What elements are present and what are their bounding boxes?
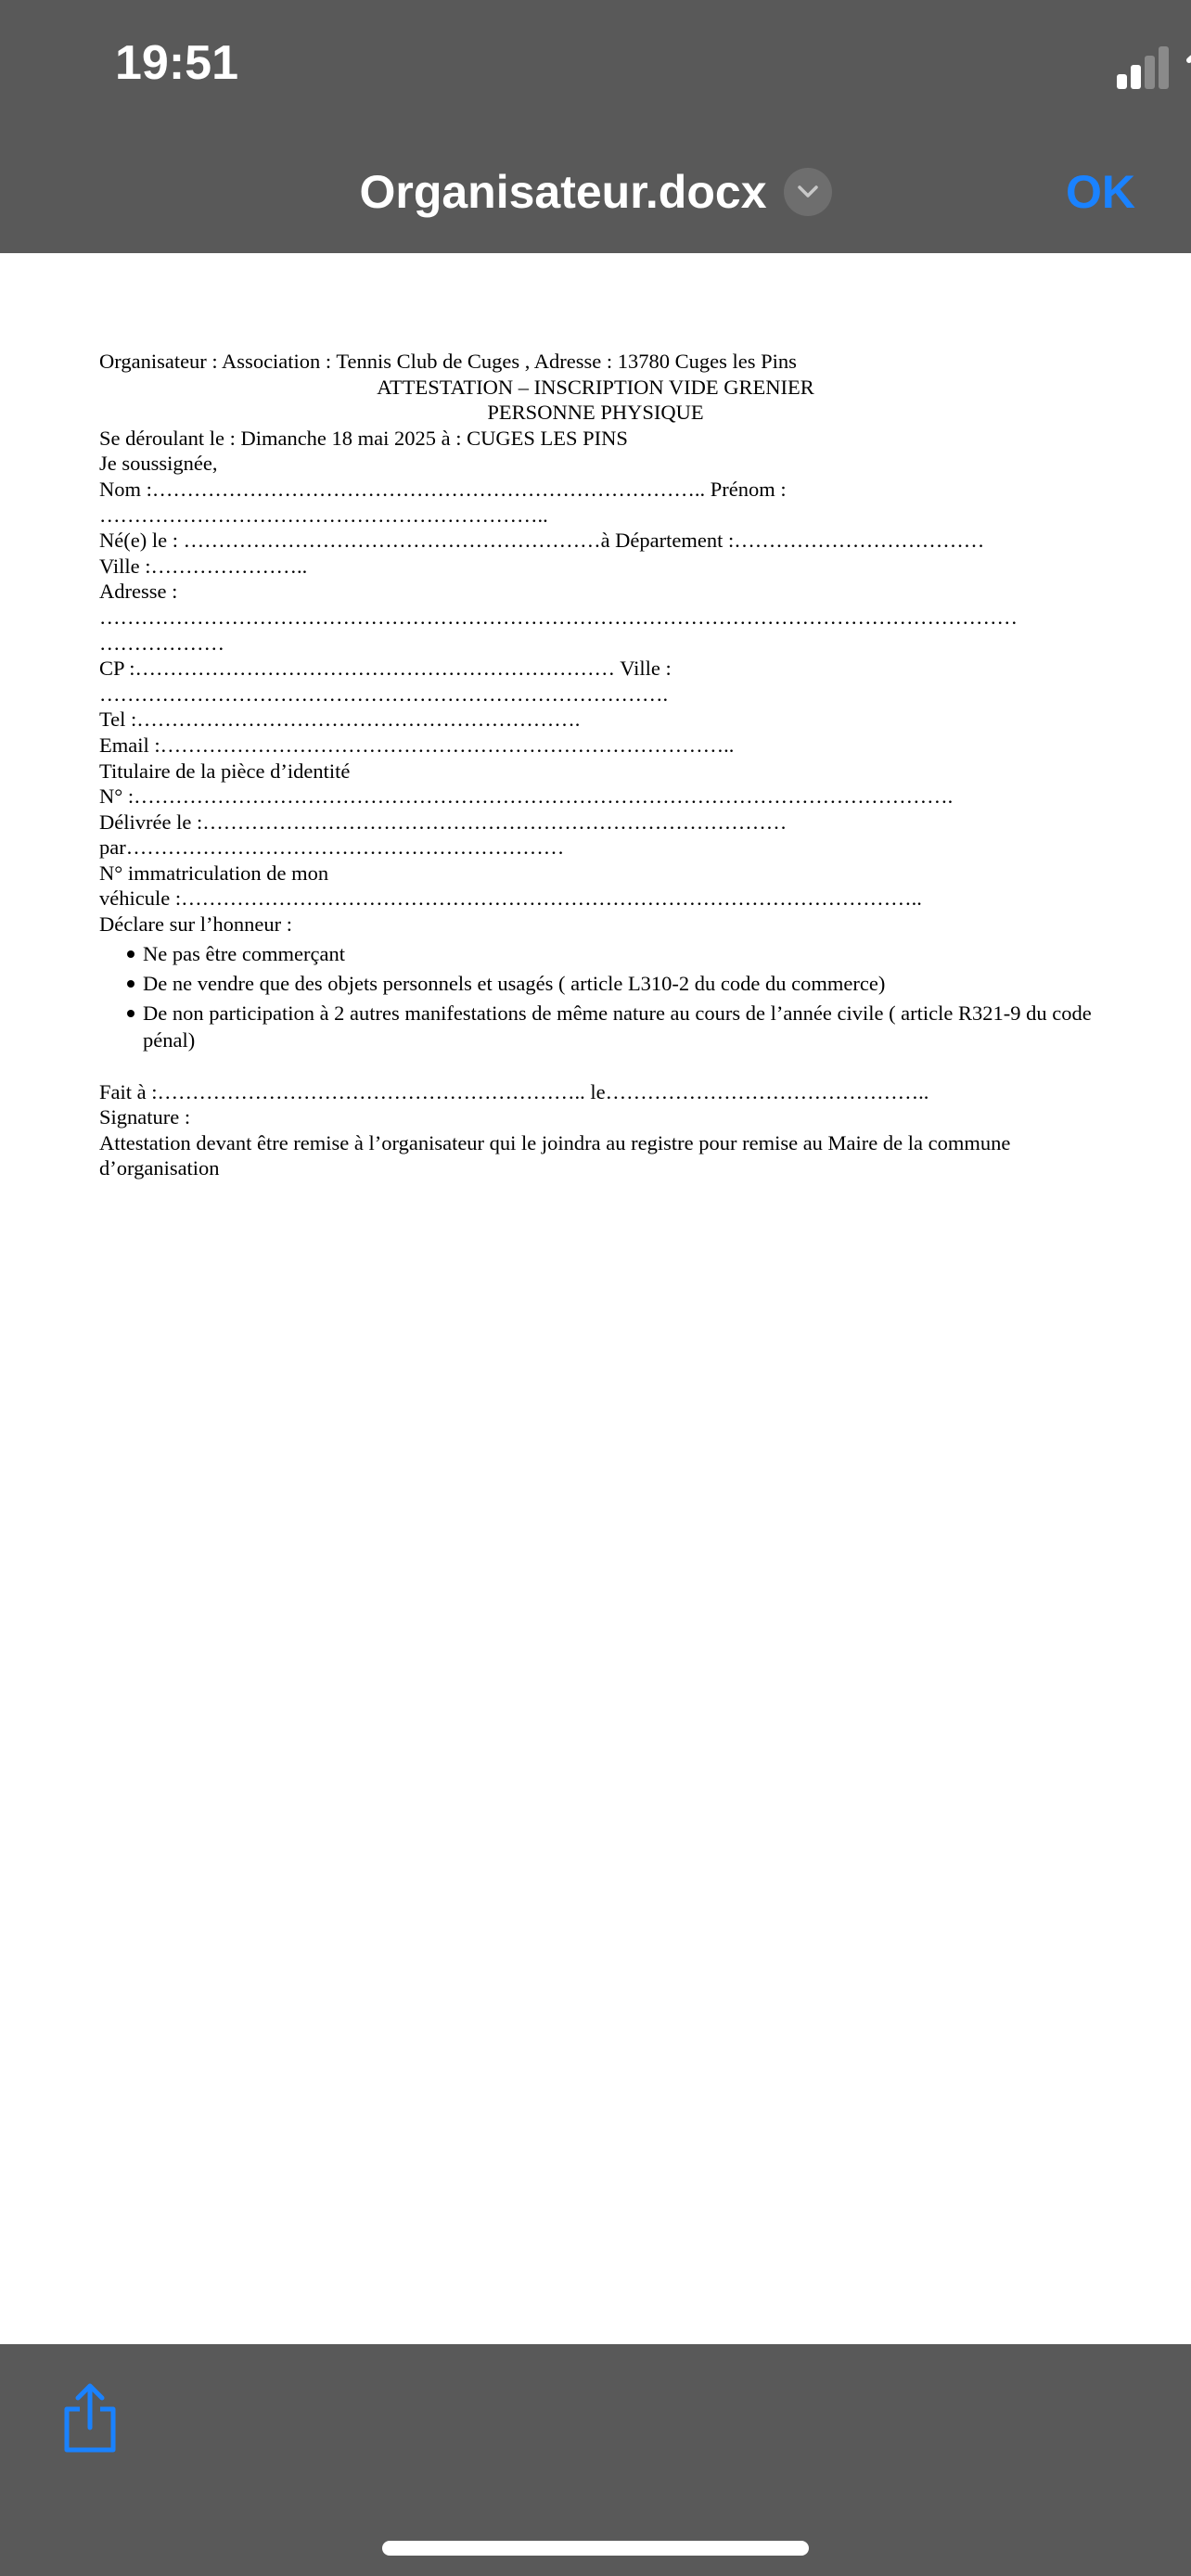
address-field-line-2: ………………: [99, 631, 224, 655]
city-field-line: Ville :…………………..: [99, 554, 308, 578]
cellular-signal-icon: [1117, 45, 1171, 91]
firstname-field-line: ………………………………………………………..: [99, 503, 548, 527]
declaration-item: De ne vendre que des objets personnels et usagés ( article L310-2 du code du commerce): [99, 970, 1092, 997]
declaration-label: Déclare sur l’honneur :: [99, 912, 293, 937]
home-indicator[interactable]: [382, 2541, 809, 2556]
top-bar: [0, 0, 1191, 253]
phone-field-line: Tel :……………………………………………………….: [99, 708, 581, 732]
issued-date-field-line: Délivrée le :…………………………………………………………………………: [99, 810, 788, 834]
id-holder-line: Titulaire de la pièce d’identité: [99, 759, 351, 783]
declaration-list: [99, 940, 1092, 1053]
id-number-field-line: N° :……………………………………………………………………………………………………….: [99, 784, 954, 809]
place-date-field-line: Fait à :…………………………………………………….. le………………………………………..: [99, 1079, 929, 1103]
declaration-item: De non participation à 2 autres manifestations de même nature au cours de l’année civile ( article R321-9 du code pénal): [99, 1000, 1092, 1053]
ok-button[interactable]: OK: [1066, 166, 1135, 218]
status-time: 19:51: [115, 36, 238, 90]
wifi-icon: [1185, 46, 1191, 87]
title-menu-button[interactable]: [784, 168, 832, 216]
name-field-line: Nom :…………………………………………………………………….. Prénom :: [99, 477, 787, 501]
document-subheading: PERSONNE PHYSIQUE: [487, 401, 704, 425]
spacer: [99, 1053, 1092, 1079]
share-icon[interactable]: [58, 2381, 122, 2455]
address-label: Adresse :: [99, 580, 178, 604]
event-date-line: Se déroulant le : Dimanche 18 mai 2025 à : CUGES LES PINS: [99, 426, 628, 450]
declaration-item: Ne pas être commerçant: [99, 940, 1092, 967]
postcode-field-line: CP :…………………………………………………………… Ville :: [99, 657, 672, 681]
chevron-down-icon: [797, 183, 819, 201]
document-title: Organisateur.docx: [359, 166, 767, 218]
organizer-line: Organisateur : Association : Tennis Club de Cuges , Adresse : 13780 Cuges les Pins: [99, 350, 797, 373]
issued-by-field-line: par………………………………………………………: [99, 835, 565, 860]
document-heading: ATTESTATION – INSCRIPTION VIDE GRENIER: [377, 375, 814, 399]
bottom-toolbar: [0, 2344, 1191, 2576]
birth-field-line: Né(e) le : ……………………………………………………à Département :………………………………: [99, 529, 985, 553]
town-field-line: ……………………………………………………………………….: [99, 682, 669, 706]
text-line: Je soussignée,: [99, 452, 218, 476]
vehicle-field-line: véhicule :……………………………………………………………………………………………..: [99, 886, 922, 911]
attestation-note: Attestation devant être remise à l’organisateur qui le joindra au registre pour remise au Maire de la commune d’organisation: [99, 1130, 1011, 1180]
vehicle-label-line: N° immatriculation de mon: [99, 861, 329, 885]
address-field-line: ……………………………………………………………………………………………………………………: [99, 605, 1018, 629]
document-page: [99, 349, 1092, 1181]
document-title-bar: [0, 159, 1191, 224]
email-field-line: Email :………………………………………………………………………..: [99, 733, 735, 757]
signature-label: Signature :: [99, 1105, 191, 1129]
